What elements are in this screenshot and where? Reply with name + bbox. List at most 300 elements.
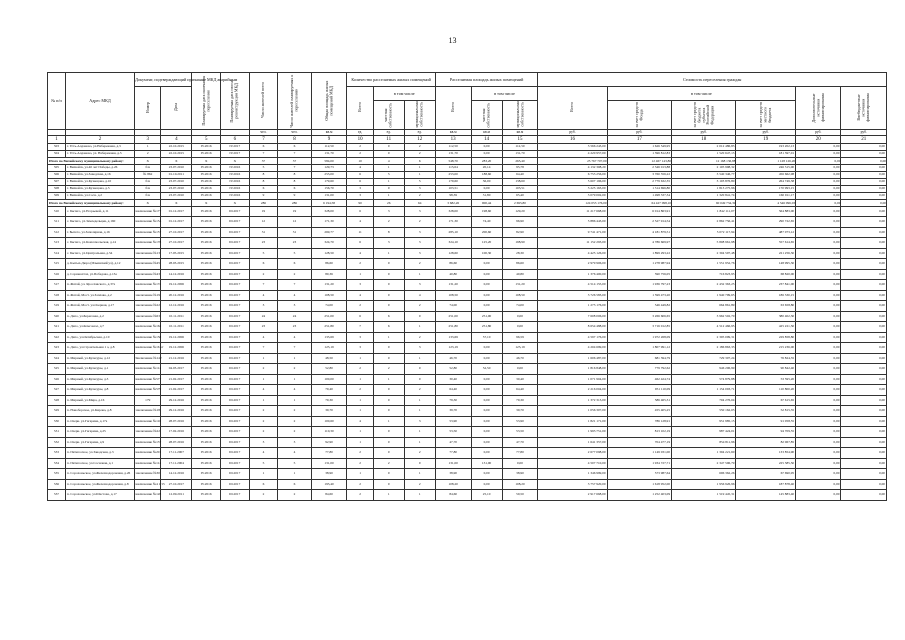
data-cell: 21.02.2017 xyxy=(161,385,192,396)
data-cell: 6 xyxy=(347,238,373,249)
data-cell: 3 xyxy=(404,238,435,249)
data-cell: 0,00 xyxy=(471,143,502,150)
data-cell: 1 xyxy=(278,395,311,406)
data-cell: 0,00 xyxy=(841,143,887,150)
data-cell: 2 xyxy=(347,150,373,157)
column-number-cell: 4 xyxy=(161,135,192,143)
subtotal-cell: 90 xyxy=(347,199,373,206)
subtotal-cell: 64 xyxy=(404,199,435,206)
data-cell: 0 xyxy=(373,143,404,150)
data-cell: 0,00 xyxy=(796,178,841,185)
data-cell: 380 402,30 xyxy=(736,311,796,322)
page-number: 13 xyxy=(448,36,457,45)
data-cell: 131,00 xyxy=(311,458,347,469)
data-cell: 3 xyxy=(278,301,311,312)
data-cell: 2 xyxy=(249,490,278,501)
data-cell: 2 xyxy=(404,479,435,490)
data-cell: 1 071 904,00 xyxy=(538,374,607,385)
data-cell: 2 xyxy=(347,458,373,469)
data-cell: 46,70 xyxy=(435,353,471,364)
address-cell: с. Бытего, ул.Егорьевой, д.11 xyxy=(65,206,134,217)
address-cell: п. Пятисосное, ул.Сосновая, д.1 xyxy=(65,458,134,469)
data-cell: 79,30 xyxy=(311,395,347,406)
data-cell: 324,10 xyxy=(435,238,471,249)
data-cell: 2 xyxy=(404,385,435,396)
data-cell: 30,40 xyxy=(502,374,538,385)
address-cell: п. Сорохоньское, ул.Шестова, д.17 xyxy=(65,490,134,501)
data-cell: III.2017 xyxy=(221,395,250,406)
data-cell: 586 465,31 xyxy=(607,395,671,406)
data-cell: 01.12.2017 xyxy=(161,206,192,217)
data-cell: 1 xyxy=(135,143,161,150)
data-cell: 1 618 952,00 xyxy=(607,479,671,490)
data-cell: 0,00 xyxy=(796,353,841,364)
data-cell: 1 934 727,71 xyxy=(607,458,671,469)
data-cell: 23.07.2010 xyxy=(161,164,192,171)
data-cell: 0,00 xyxy=(841,227,887,238)
data-cell: 38,90 xyxy=(435,469,471,480)
data-cell: III.2017 xyxy=(221,259,250,270)
data-cell: 39,70 xyxy=(311,406,347,417)
data-cell: 0,00 xyxy=(796,406,841,417)
data-cell: 0,00 xyxy=(471,269,502,280)
data-cell: IV.2016 xyxy=(192,192,221,199)
data-cell: 31 xyxy=(249,227,278,238)
table-row xyxy=(48,353,887,364)
subtotal-cell: X xyxy=(161,199,192,206)
data-cell: 1 xyxy=(404,490,435,501)
header-doc-group: Документ, подтверждающий признание МКД аварийным xyxy=(135,73,192,87)
data-cell: заключение №201 xyxy=(135,448,161,459)
data-cell: 188,60 xyxy=(471,171,502,178)
data-cell: IV.2016 xyxy=(192,217,221,228)
data-cell: 5 607 196,00 xyxy=(538,178,607,185)
column-number-cell: 6 xyxy=(221,135,250,143)
data-cell: 25,10 xyxy=(471,490,502,501)
data-cell: 4 xyxy=(347,164,373,171)
data-cell: III.2017 xyxy=(221,406,250,417)
data-cell: 77,80 xyxy=(435,448,471,459)
data-cell: 3 xyxy=(373,238,404,249)
data-cell: 4 204 699,00 xyxy=(538,343,607,354)
data-cell: 17.11.2004 xyxy=(161,458,192,469)
data-cell: 1 xyxy=(404,322,435,333)
data-cell: 4 xyxy=(249,448,278,459)
data-cell: 0,00 xyxy=(841,374,887,385)
data-cell: 4 xyxy=(278,385,311,396)
data-cell: 0,00 xyxy=(796,206,841,217)
subtotal-cell: 25 767 707,00 xyxy=(538,157,607,164)
data-cell: 115,64 xyxy=(435,164,471,171)
data-cell: 2 917 668,00 xyxy=(538,490,607,501)
unit-cell: чел. xyxy=(249,129,278,135)
data-cell: 181 397,01 xyxy=(736,150,796,157)
data-cell: 82,90 xyxy=(502,227,538,238)
data-cell: 0 xyxy=(373,427,404,438)
data-cell: 23.07.2010 xyxy=(161,178,192,185)
data-cell: 1 993 751,00 xyxy=(538,427,607,438)
data-cell: 3 xyxy=(404,206,435,217)
data-cell: 131,70 xyxy=(435,150,471,157)
data-cell: 1 xyxy=(347,269,373,280)
data-cell: 133,69 xyxy=(435,332,471,343)
subtotal-cell: X xyxy=(192,199,221,206)
data-cell: 5 886 443,00 xyxy=(538,217,607,228)
data-cell: III.2017 xyxy=(221,469,250,480)
data-cell: 52,80 xyxy=(311,364,347,375)
data-cell: 519 xyxy=(48,301,66,312)
table-row xyxy=(48,437,887,448)
data-cell: 0,00 xyxy=(841,206,887,217)
data-cell: заключение №4 1/15 xyxy=(135,479,161,490)
data-cell: 156,70 xyxy=(311,185,347,192)
data-cell: IV.2016 xyxy=(192,469,221,480)
data-cell: 12 xyxy=(249,217,278,228)
data-cell: 0,00 xyxy=(796,164,841,171)
data-cell: 0 xyxy=(404,364,435,375)
unit-cell: руб. xyxy=(796,129,841,135)
data-cell: 3 xyxy=(404,416,435,427)
data-cell: 112,50 xyxy=(435,143,471,150)
data-cell: 131,00 xyxy=(435,458,471,469)
data-cell: 53,90 xyxy=(502,416,538,427)
data-cell: 23.07.2010 xyxy=(161,185,192,192)
data-cell: 24 xyxy=(249,311,278,322)
data-cell: IV.2016 xyxy=(192,311,221,322)
data-cell: 79,40 xyxy=(311,385,347,396)
address-cell: п. Пятисосное, ул.Заводская, д.3 xyxy=(65,448,134,459)
data-cell: 2 979 906,00 xyxy=(538,259,607,270)
data-cell: 987 424,01 xyxy=(672,427,736,438)
data-cell: 264 749,38 xyxy=(736,178,796,185)
data-cell: 328,00 xyxy=(435,206,471,217)
data-cell: 0,00 xyxy=(841,385,887,396)
data-cell: 1 xyxy=(404,406,435,417)
data-cell: 3 103 876,80 xyxy=(672,178,736,185)
data-cell: 2 304 597,48 xyxy=(672,248,736,259)
data-cell: 20,14 xyxy=(471,164,502,171)
data-cell: 0,00 xyxy=(841,248,887,259)
header-actual-tenants: Число жителей всего xyxy=(249,73,278,130)
data-cell: 1 xyxy=(278,353,311,364)
unit-cell: ед. xyxy=(373,129,404,135)
table-row xyxy=(48,427,887,438)
data-cell: 3 xyxy=(404,227,435,238)
data-cell: 462 424,74 xyxy=(607,374,671,385)
data-cell: 9 741 471,00 xyxy=(538,227,607,238)
data-cell: 23 xyxy=(278,238,311,249)
subtotal-cell: 283,20 xyxy=(471,157,502,164)
data-cell: 1 252 403,09 xyxy=(607,490,671,501)
subtotal-cell: 3 682,26 xyxy=(435,199,471,206)
data-cell: 527 xyxy=(48,385,66,396)
data-cell: 6 753 256,00 xyxy=(538,171,607,178)
data-cell: 1 972 268,09 xyxy=(607,332,671,343)
data-cell: 110,30 xyxy=(311,427,347,438)
unit-cell: кв.м xyxy=(435,129,471,135)
data-cell: 3 xyxy=(249,301,278,312)
data-cell: 94 709,55 xyxy=(736,427,796,438)
data-cell: 1 xyxy=(249,469,278,480)
data-cell: 514 xyxy=(48,248,66,259)
data-cell: 521 xyxy=(48,322,66,333)
data-cell: 131,70 xyxy=(502,150,538,157)
data-cell: 179 xyxy=(135,395,161,406)
data-cell: 40,80 xyxy=(435,269,471,280)
header-cost-group: Стоимость переселения граждан xyxy=(538,73,887,87)
data-cell: 108,20 xyxy=(502,479,538,490)
data-cell: 2 xyxy=(278,364,311,375)
table-row xyxy=(48,395,887,406)
data-cell: 129,20 xyxy=(502,206,538,217)
data-cell: 4 xyxy=(249,385,278,396)
data-cell: IV.2016 xyxy=(221,192,250,199)
data-cell: 96,90 xyxy=(502,217,538,228)
data-cell: 0,00 xyxy=(796,437,841,448)
data-cell: 1 626 549,95 xyxy=(607,143,671,150)
data-cell: 95,78 xyxy=(502,164,538,171)
data-cell: 187 878,40 xyxy=(736,479,796,490)
data-cell: 0 xyxy=(373,385,404,396)
data-cell: 1 396 812,83 xyxy=(607,150,671,157)
data-cell: 0,00 xyxy=(796,259,841,270)
table-row xyxy=(48,206,887,217)
data-cell: 67 615,65 xyxy=(736,395,796,406)
data-cell: 27.10.2017 xyxy=(161,238,192,249)
data-cell: 0,00 xyxy=(471,150,502,157)
data-cell: IV.2016 xyxy=(192,227,221,238)
data-cell: 0,00 xyxy=(796,311,841,322)
data-cell: 108,50 xyxy=(435,290,471,301)
data-cell: 112,50 xyxy=(311,143,347,150)
subtotal-cell: 6 194,58 xyxy=(311,199,347,206)
data-cell: 1 498 337,34 xyxy=(607,192,671,199)
data-cell: 507 xyxy=(48,178,66,185)
data-cell: 246 315,00 xyxy=(736,164,796,171)
data-cell: 503 xyxy=(48,143,66,150)
data-cell: IV.2016 xyxy=(192,427,221,438)
data-cell: III.2017 xyxy=(221,364,250,375)
subtotal-cell: 37 xyxy=(278,157,311,164)
table-row xyxy=(48,458,887,469)
data-cell: 3 xyxy=(278,437,311,448)
data-cell: 696 362,26 xyxy=(672,469,736,480)
data-cell: 1 xyxy=(278,469,311,480)
column-number-cell: 10 xyxy=(347,135,373,143)
register-table xyxy=(47,72,887,501)
header-doc-number: Номер xyxy=(135,87,161,130)
subtotal-cell: X xyxy=(192,157,221,164)
data-cell: 6 014 863,91 xyxy=(607,206,671,217)
data-cell: III.2017 xyxy=(221,227,250,238)
data-cell: 508 xyxy=(48,185,66,192)
data-cell: заключение №45 xyxy=(135,259,161,270)
column-number-cell: 21 xyxy=(841,135,887,143)
data-cell: 2 xyxy=(278,490,311,501)
data-cell: 2 395 099,31 xyxy=(672,332,736,343)
data-cell: 3 726 583,00 xyxy=(538,290,607,301)
data-cell: 1 813 275,96 xyxy=(672,185,736,192)
data-cell: 11 xyxy=(347,227,373,238)
table-body xyxy=(48,143,887,500)
address-cell: п. Депо, ул.Октябрьская, д.10 xyxy=(65,332,134,343)
data-cell: 1 xyxy=(249,374,278,385)
data-cell: III.2017 xyxy=(221,448,250,459)
data-cell: 0,00 xyxy=(841,343,887,354)
table-row xyxy=(48,217,887,228)
data-cell: 2 xyxy=(404,150,435,157)
data-cell: 3 xyxy=(347,192,373,199)
data-cell: 2 xyxy=(404,301,435,312)
data-cell: 251,80 xyxy=(471,322,502,333)
data-cell: 5 xyxy=(249,164,278,171)
address-cell: г. Усть-Алданово, ул. Набережная, д.5 xyxy=(65,150,134,157)
data-cell: 221 256,30 xyxy=(736,248,796,259)
data-cell: 2 xyxy=(347,301,373,312)
data-cell: 4 425 126,00 xyxy=(538,248,607,259)
subtotal-cell: 584,00 xyxy=(311,157,347,164)
data-cell: 2 xyxy=(249,269,278,280)
data-cell: 2 xyxy=(278,427,311,438)
header-planned-demolish: Планируемая дата сноса/ реконструкции МКД xyxy=(221,73,250,130)
data-cell: 285,10 xyxy=(435,227,471,238)
table-row xyxy=(48,364,887,375)
data-cell: 170 993,15 xyxy=(736,185,796,192)
subtotal-cell: 26 xyxy=(373,199,404,206)
data-cell: 3 716 012,85 xyxy=(607,322,671,333)
data-cell: 1 346 999,00 xyxy=(538,469,607,480)
unit-cell: кв.м xyxy=(311,129,347,135)
data-cell: 1 xyxy=(404,269,435,280)
data-cell: 5 xyxy=(249,458,278,469)
unit-cell: руб. xyxy=(672,129,736,135)
data-cell: 4 132 308,20 xyxy=(538,164,607,171)
data-cell: 0 xyxy=(404,311,435,322)
data-cell: 108,20 xyxy=(435,479,471,490)
header-area-municipal: муниципальная собственность xyxy=(502,101,538,130)
data-cell: 3 540 346,77 xyxy=(672,171,736,178)
data-cell: 23.07.2010 xyxy=(161,192,192,199)
data-cell: 786 128,91 xyxy=(607,416,671,427)
data-cell: 251,80 xyxy=(311,322,347,333)
data-cell: 110 800,20 xyxy=(736,385,796,396)
data-cell: 74,00 xyxy=(502,301,538,312)
data-cell: 3 xyxy=(249,437,278,448)
data-cell: 533 xyxy=(48,448,66,459)
data-cell: 574 879,88 xyxy=(672,374,736,385)
table-row xyxy=(48,171,887,178)
data-cell: 19 xyxy=(278,206,311,217)
data-cell: 0 xyxy=(373,150,404,157)
data-cell: 4 xyxy=(347,217,373,228)
data-cell: 193 202,13 xyxy=(736,143,796,150)
data-cell: 2 xyxy=(404,259,435,270)
data-cell: 6 xyxy=(347,311,373,322)
data-cell: IV.2016 xyxy=(192,395,221,406)
data-cell: 522 xyxy=(48,332,66,343)
data-cell: 253,00 xyxy=(435,171,471,178)
table-row xyxy=(48,301,887,312)
data-cell: 11 152 293,00 xyxy=(538,238,607,249)
data-cell: IV.2016 xyxy=(221,178,250,185)
data-cell: 704 477,19 xyxy=(607,437,671,448)
data-cell: 74,00 xyxy=(435,301,471,312)
header-area-private: частная собственность xyxy=(471,101,502,130)
data-cell: 86,60 xyxy=(311,259,347,270)
table-row xyxy=(48,178,887,185)
subtotal-cell: 4 xyxy=(373,157,404,164)
data-cell: 0,00 xyxy=(796,427,841,438)
data-cell: 0,00 xyxy=(841,259,887,270)
data-cell: 0,00 xyxy=(502,311,538,322)
data-cell: 729 307,24 xyxy=(672,353,736,364)
header-cost-local: за счет средств местного бюджета xyxy=(736,101,796,130)
data-cell: 0,00 xyxy=(796,332,841,343)
data-cell: 4 507 710,00 xyxy=(538,458,607,469)
data-cell: 1 520 647,13 xyxy=(672,150,736,157)
data-cell: 0,00 xyxy=(796,490,841,501)
data-cell: 9 xyxy=(249,192,278,199)
data-cell: 511 xyxy=(48,217,66,228)
subtotal-cell: 2 695,80 xyxy=(502,199,538,206)
table-row xyxy=(48,322,887,333)
data-cell: 0 xyxy=(373,479,404,490)
data-cell: 96,59 xyxy=(502,332,538,343)
data-cell: 1 xyxy=(404,353,435,364)
data-cell: 1 xyxy=(373,192,404,199)
data-cell: 2 105 998,32 xyxy=(672,164,736,171)
data-cell: IV.2016 xyxy=(192,353,221,364)
data-cell: 30,40 xyxy=(435,374,471,385)
address-cell: с. Бытего, ул.Земледельцев, д.160 xyxy=(65,217,134,228)
address-cell: п. Мирный, ул.Культуры, д.12 xyxy=(65,353,134,364)
data-cell: 3 266 606,65 xyxy=(607,311,671,322)
data-cell: 2 xyxy=(278,269,311,280)
subtotal-cell: 12 467 143,80 xyxy=(607,157,671,164)
data-cell: 0,00 xyxy=(841,269,887,280)
data-cell: 7 608 006,00 xyxy=(538,311,607,322)
data-cell: 0,00 xyxy=(796,248,841,259)
data-cell: 526 xyxy=(48,374,66,385)
data-cell: 0,00 xyxy=(471,353,502,364)
table-row xyxy=(48,332,887,343)
subtotal-label: Итого по Вилюйскому муниципальному району: xyxy=(48,199,135,206)
data-cell: 0,00 xyxy=(841,178,887,185)
data-cell: 52,50 xyxy=(471,364,502,375)
data-cell: 39,70 xyxy=(502,406,538,417)
address-cell: п. Озерн. ул.Гагарина, д.9 xyxy=(65,437,134,448)
data-cell: 1 xyxy=(373,416,404,427)
data-cell: 133 854,90 xyxy=(736,448,796,459)
data-cell: 40,80 xyxy=(502,269,538,280)
data-cell: 0,00 xyxy=(796,238,841,249)
unit-cell: чел. xyxy=(278,129,311,135)
data-cell: IV.2016 xyxy=(192,259,221,270)
data-cell: 14.12.2016 xyxy=(161,469,192,480)
data-cell: 0,00 xyxy=(841,364,887,375)
data-cell: IV.2016 xyxy=(192,248,221,259)
data-cell: 4 xyxy=(278,332,311,343)
address-cell: п. Жатай, Мост. ул.Заплава, д.2 xyxy=(65,290,134,301)
data-cell: 1 xyxy=(373,332,404,343)
data-cell: 2 xyxy=(347,385,373,396)
data-cell: 0,00 xyxy=(796,416,841,427)
data-cell: 1 936 797,23 xyxy=(607,280,671,291)
data-cell: III.2017 xyxy=(221,269,250,280)
data-cell: 12.12.2016 xyxy=(161,301,192,312)
data-cell: заключение №63 xyxy=(135,311,161,322)
data-cell: 3 566 243,00 xyxy=(538,143,607,150)
